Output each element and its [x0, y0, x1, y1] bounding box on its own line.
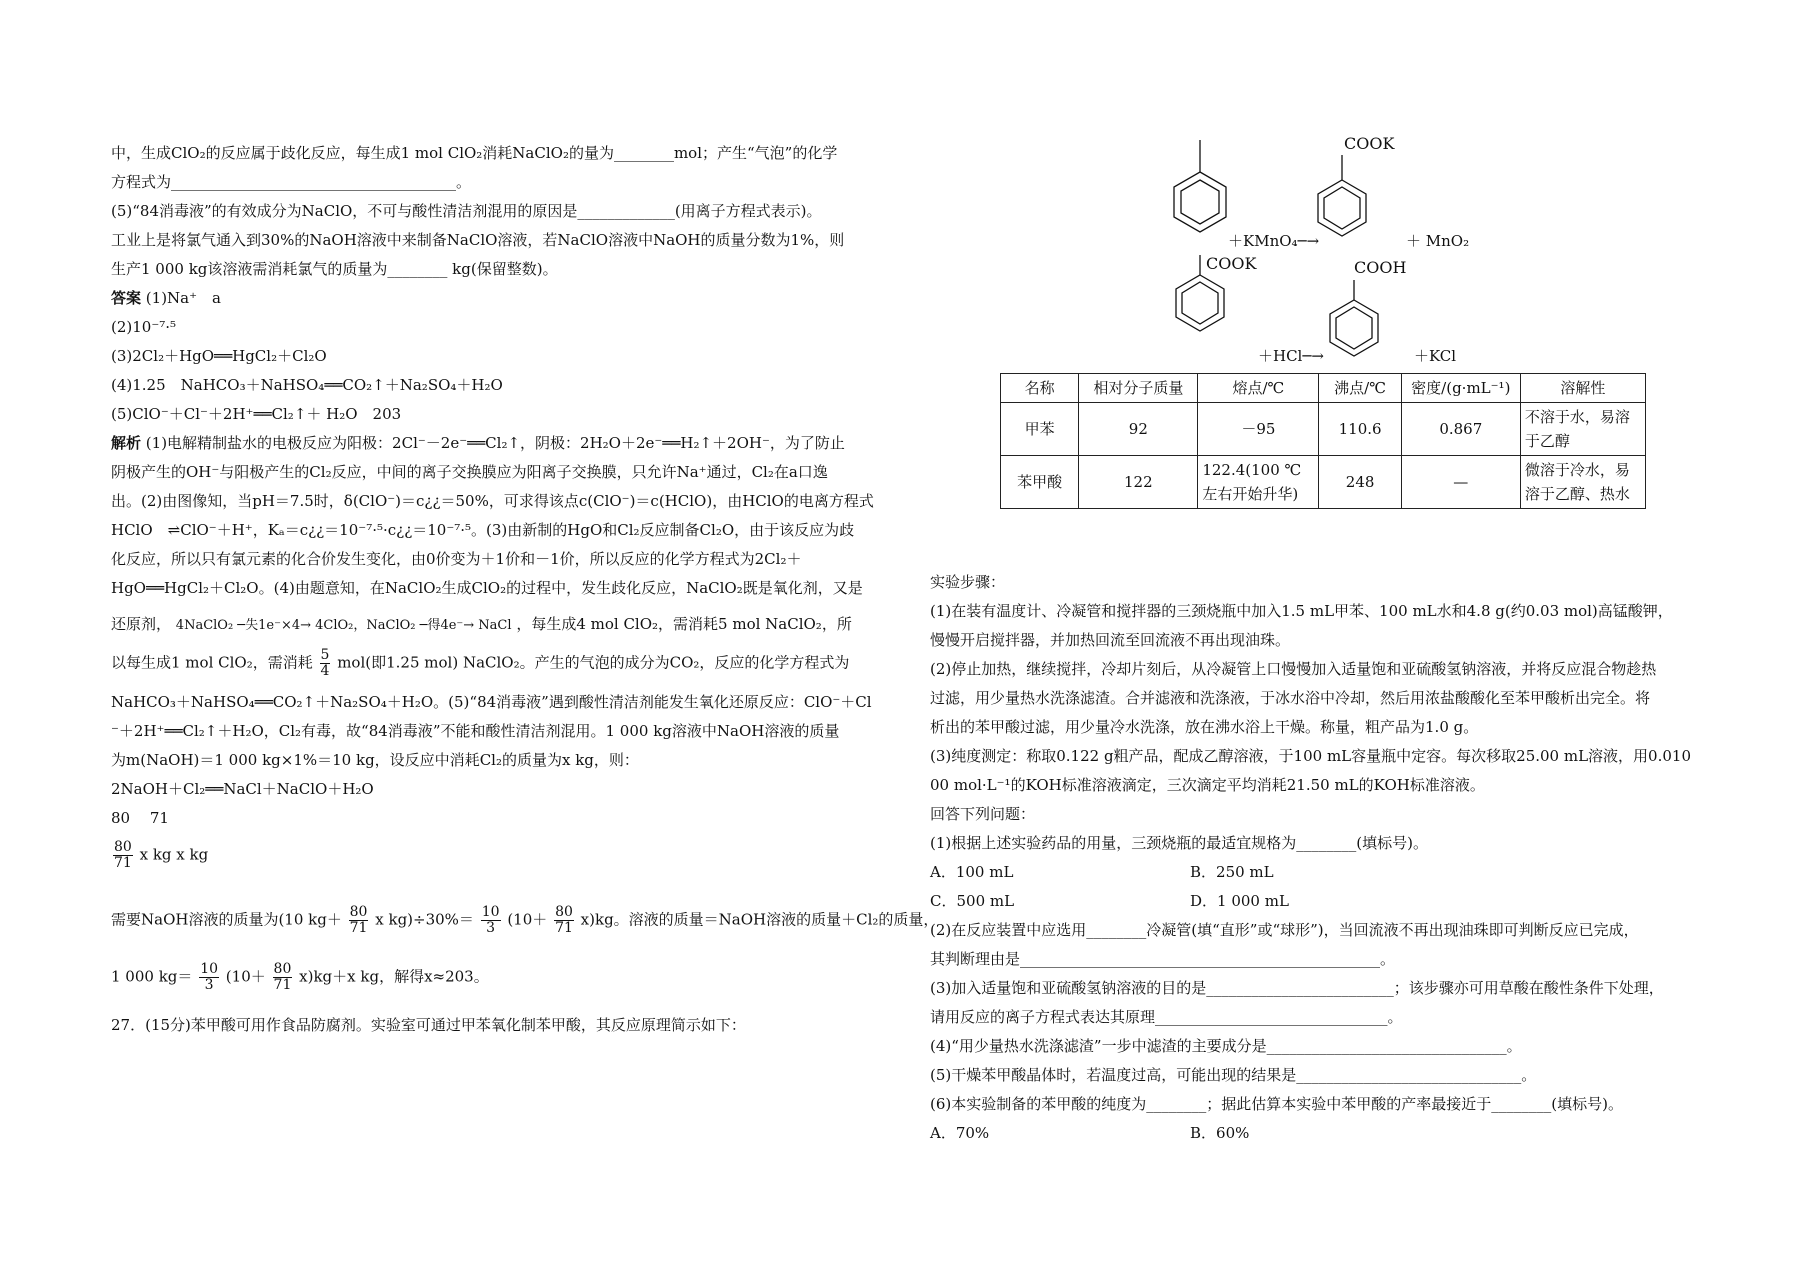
table-header: 相对分子质量 [1079, 374, 1198, 403]
redox-diagram: 4NaClO₂ ─失1e⁻×4→ 4ClO₂，NaClO₂ ─得4e⁻→ NaCl [175, 618, 512, 633]
analysis-line: HgO══HgCl₂＋Cl₂O。(4)由题意知，在NaClO₂生成ClO₂的过程中，发生歧化反应，NaClO₂既是氧化剂，又是 [111, 579, 863, 597]
text-line: (3)纯度测定：称取0.122 g粗产品，配成乙醇溶液，于100 mL容量瓶中定容。每次移取25.00 mL溶液，用0.010 [930, 747, 1691, 765]
reagent-hcl: ＋HCl─→ [1258, 347, 1324, 365]
question-line: (3)加入适量饱和亚硫酸氢钠溶液的目的是_________________________；该步骤亦可用草酸在酸性条件下处理， [930, 979, 1664, 997]
analysis-line-frac [111, 648, 849, 679]
table-cell: 0.867 [1401, 403, 1520, 456]
text-line: 析出的苯甲酸过滤，用少量冷水洗涤，放在沸水浴上干燥。称量，粗产品为1.0 g。 [930, 718, 1479, 736]
analysis-text: x kg)÷30%＝ [375, 910, 474, 929]
answer-text: (1)Na⁺ a [145, 289, 221, 307]
table-header: 密度/(g·mL⁻¹) [1401, 374, 1520, 403]
text-line: 实验步骤： [930, 573, 1006, 591]
fraction: $\frac{80}{71}$ [114, 839, 132, 871]
analysis-line: ⁻＋2H⁺══Cl₂↑＋H₂O，Cl₂有毒，故“84消毒液”不能和酸性清洁剂混用。1 000 kg溶液中NaOH溶液的质量 [111, 722, 840, 740]
answer-line: (2)10⁻⁷·⁵ [111, 318, 177, 336]
analysis-text: x kg x kg [139, 845, 209, 864]
table-header: 名称 [1001, 374, 1079, 403]
table-cell: 122 [1079, 456, 1198, 509]
product-mno2: ＋ MnO₂ [1406, 232, 1470, 250]
table-cell: 不溶于水，易溶于乙醇 [1520, 403, 1645, 456]
text-line: (1)在装有温度计、冷凝管和搅拌器的三颈烧瓶中加入1.5 mL甲苯、100 mL水和4.8 g(约0.03 mol)高锰酸钾， [930, 602, 1673, 620]
fraction: $\frac{10}{3}$ [481, 904, 500, 936]
analysis-text: (10＋ [225, 967, 266, 986]
fraction: $\frac{80}{71}$ [555, 904, 573, 936]
option-a: A．100 mL [930, 863, 1014, 881]
analysis-line: NaHCO₃＋NaHSO₄══CO₂↑＋Na₂SO₄＋H₂O。(5)“84消毒液”遇到酸性清洁剂能发生氧化还原反应：ClO⁻＋Cl [111, 693, 872, 711]
option-b: B．250 mL [1190, 863, 1274, 881]
fraction: $\frac{80}{71}$ [273, 961, 292, 993]
cook-label: COOK [1344, 134, 1395, 153]
table-row [1001, 456, 1646, 509]
analysis-text: 以每生成1 mol ClO₂，需消耗 [111, 653, 313, 672]
table-cell: — [1401, 456, 1520, 509]
table-cell: 微溶于冷水，易溶于乙醇、热水 [1520, 456, 1645, 509]
text-line: (2)停止加热，继续搅拌，冷却片刻后，从冷凝管上口慢慢加入适量饱和亚硫酸氢钠溶液，并将反应混合物趁热 [930, 660, 1657, 678]
answer-line: (4)1.25 NaHCO₃＋NaHSO₄══CO₂↑＋Na₂SO₄＋H₂O [111, 376, 503, 394]
question-line: (5)干燥苯甲酸晶体时，若温度过高，可能出现的结果是______________________________。 [930, 1066, 1537, 1084]
fraction: $\frac{10}{3}$ [200, 961, 219, 993]
equation-line-frac [111, 840, 208, 871]
text-line: (5)“84消毒液”的有效成分为NaClO，不可与酸性清洁剂混用的原因是_____________(用离子方程式表示)。 [111, 202, 822, 220]
table-header: 溶解性 [1520, 374, 1645, 403]
analysis-line: 出。(2)由图像知，当pH＝7.5时，δ(ClO⁻)＝c¿¿＝50%，可求得该点c(ClO⁻)＝c(HClO)，由HClO的电离方程式 [111, 492, 874, 510]
question-line: (1)根据上述实验药品的用量，三颈烧瓶的最适宜规格为________(填标号)。 [930, 834, 1428, 852]
reaction-scheme [1170, 134, 1510, 365]
benzene-rings [1170, 140, 1510, 365]
table-row [1001, 403, 1646, 456]
answer-line: (5)ClO⁻＋Cl⁻＋2H⁺══Cl₂↑＋ H₂O 203 [111, 405, 402, 423]
option-c: C．500 mL [930, 892, 1015, 910]
question-line: 其判断理由是________________________________________________。 [930, 950, 1396, 968]
analysis-text: (1)电解精制盐水的电极反应为阳极：2Cl⁻－2e⁻══Cl₂↑，阴极：2H₂O＋2e⁻══H₂↑＋2OH⁻，为了防止 [145, 434, 845, 452]
question-line: (4)“用少量热水洗涤滤渣”一步中滤渣的主要成分是________________________________。 [930, 1037, 1522, 1055]
analysis-line-1 [111, 433, 845, 453]
product-kcl: ＋KCl [1414, 347, 1457, 365]
analysis-line-redox [111, 614, 852, 636]
option-a: A．70% [930, 1124, 990, 1142]
table-header: 沸点/℃ [1319, 374, 1401, 403]
table-cell: 122.4(100 ℃左右开始升华) [1198, 456, 1319, 509]
analysis-label: 解析 [111, 434, 142, 452]
question-line: (6)本实验制备的苯甲酸的纯度为________；据此估算本实验中苯甲酸的产率最接近于________(填标号)。 [930, 1095, 1623, 1113]
text-line: 中，生成ClO₂的反应属于歧化反应，每生成1 mol ClO₂消耗NaClO₂的量为________mol；产生“气泡”的化学 [111, 144, 838, 162]
equation-line: 2NaOH＋Cl₂══NaCl＋NaClO＋H₂O [111, 780, 374, 798]
text-line: 生产1 000 kg该溶液需消耗氯气的质量为________ kg(保留整数)。 [111, 260, 558, 278]
analysis-text: x)kg＋x kg，解得x≈203。 [299, 967, 489, 986]
analysis-line-frac [111, 905, 938, 936]
table-cell: 甲苯 [1001, 403, 1079, 456]
analysis-text: ，每生成4 mol ClO₂，需消耗5 mol NaClO₂，所 [516, 615, 852, 633]
table-header: 熔点/℃ [1198, 374, 1319, 403]
text-line: 回答下列问题： [930, 805, 1036, 823]
analysis-text: 1 000 kg＝ [111, 967, 193, 986]
cooh-label: COOH [1354, 258, 1407, 277]
analysis-line: HClO ⇌ClO⁻＋H⁺，Kₐ＝c¿¿＝10⁻⁷·⁵·c¿¿＝10⁻⁷·⁵。(3)由新制的HgO和Cl₂反应制备Cl₂O，由于该反应为歧 [111, 521, 855, 539]
analysis-line: 化反应，所以只有氯元素的化合价发生变化，由0价变为＋1价和－1价，所以反应的化学方程式为2Cl₂＋ [111, 550, 802, 568]
table-cell: 苯甲酸 [1001, 456, 1079, 509]
text-line: 过滤，用少量热水洗涤滤渣。合并滤液和洗涤液，于冰水浴中冷却，然后用浓盐酸酸化至苯甲酸析出完全。将 [930, 689, 1651, 707]
analysis-text: (10＋ [507, 910, 548, 929]
fraction: $\frac{5}{4}$ [320, 647, 330, 679]
table-cell: 248 [1319, 456, 1401, 509]
analysis-text: x)kg。溶液的质量＝NaOH溶液的质量＋Cl₂的质量， [580, 910, 939, 929]
table-cell: 92 [1079, 403, 1198, 456]
text-line: 工业上是将氯气通入到30%的NaOH溶液中来制备NaClO溶液，若NaClO溶液中NaOH的质量分数为1%，则 [111, 231, 845, 249]
analysis-text: mol(即1.25 mol) NaClO₂。产生的气泡的成分为CO₂，反应的化学方程式为 [337, 653, 850, 672]
analysis-line-frac [111, 962, 489, 993]
analysis-line: 阴极产生的OH⁻与阳极产生的Cl₂反应，中间的离子交换膜应为阳离子交换膜，只允许Na⁺通过，Cl₂在a口逸 [111, 463, 828, 481]
answer-line: (3)2Cl₂＋HgO══HgCl₂＋Cl₂O [111, 347, 327, 365]
equation-line: 80 71 [111, 809, 169, 827]
analysis-text: 还原剂， [111, 615, 172, 633]
analysis-text: 需要NaOH溶液的质量为(10 kg＋ [111, 910, 342, 929]
question-27: 27．(15分)苯甲酸可用作食品防腐剂。实验室可通过甲苯氧化制苯甲酸，其反应原理简示如下： [111, 1016, 746, 1034]
reagent-kmno4: ＋KMnO₄─→ [1228, 232, 1320, 250]
answer-label: 答案 [111, 289, 142, 307]
analysis-line: 为m(NaOH)＝1 000 kg×1%＝10 kg，设反应中消耗Cl₂的质量为x kg，则： [111, 751, 639, 769]
properties-table [1000, 373, 1646, 509]
table-cell: 110.6 [1319, 403, 1401, 456]
question-line: (2)在反应装置中应选用________冷凝管(填“直形”或“球形”)，当回流液不再出现油珠即可判断反应已完成， [930, 921, 1639, 939]
cook-label: COOK [1206, 254, 1257, 273]
text-line: 方程式为______________________________________。 [111, 173, 472, 191]
table-cell: －95 [1198, 403, 1319, 456]
text-line: 00 mol·L⁻¹的KOH标准溶液滴定，三次滴定平均消耗21.50 mL的KOH标准溶液。 [930, 776, 1485, 794]
option-d: D．1 000 mL [1190, 892, 1289, 910]
text-line: 慢慢开启搅拌器，并加热回流至回流液不再出现油珠。 [930, 631, 1291, 649]
fraction: $\frac{80}{71}$ [349, 904, 368, 936]
answer-line-1 [111, 288, 221, 308]
question-line: 请用反应的离子方程式表达其原理_______________________________。 [930, 1008, 1403, 1026]
table-header-row [1001, 374, 1646, 403]
option-b: B．60% [1190, 1124, 1250, 1142]
